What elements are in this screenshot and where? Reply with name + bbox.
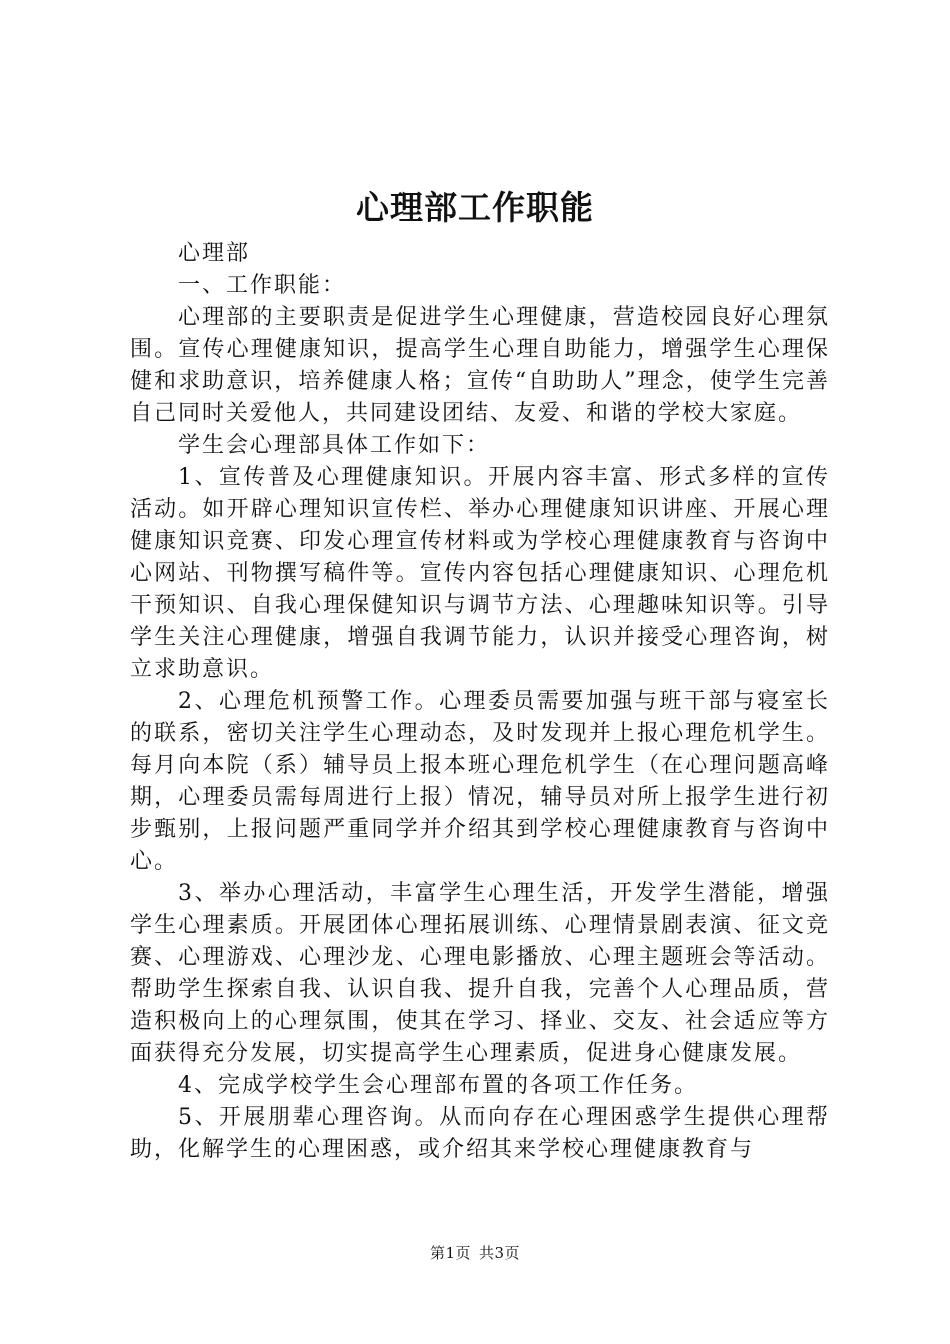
subsection-heading: 一、工作职能： bbox=[178, 273, 347, 298]
paragraph: 1、宣传普及心理健康知识。开展内容丰富、形式多样的宣传活动。如开辟心理知识宣传栏、举办心理健康知识讲座、开展心理健康知识竞赛、印发心理宣传材料或为学校心理健康教育与咨询中心网站、刊物撰写稿件等。宣传内容包括心理健康知识、心理危机干预知识、自我心理保健知识与调节方法、心理趣味知识等。引导学生关注心理健康，增强自我调节能力，认识并接受心理咨询，树立求助意识。 bbox=[130, 465, 830, 682]
paragraph: 3、举办心理活动，丰富学生心理生活，开发学生潜能，增强学生心理素质。开展团体心理拓展训练、心理情景剧表演、征文竞赛、心理游戏、心理沙龙、心理电影播放、心理主题班会等活动。帮助学生探索自我、认识自我、提升自我，完善个人心理品质，营造积极向上的心理氛围，使其在学习、择业、交友、社会适应等方面获得充分发展，切实提高学生心理素质，促进身心健康发展。 bbox=[130, 881, 830, 1066]
document-title: 心理部工作职能 bbox=[356, 188, 594, 227]
page-footer bbox=[0, 1243, 950, 1263]
paragraph: 4、完成学校学生会心理部布置的各项工作任务。 bbox=[178, 1073, 698, 1098]
paragraph: 心理部的主要职责是促进学生心理健康，营造校园良好心理氛围。宣传心理健康知识，提高学生心理自助能力，增强学生心理保健和求助意识，培养健康人格；宣传“自助助人”理念，使学生完善自己同时关爱他人，共同建设团结、友爱、和谐的学校大家庭。 bbox=[130, 305, 830, 426]
document-body bbox=[130, 238, 830, 1166]
paragraph: 2、心理危机预警工作。心理委员需要加强与班干部与寝室长的联系，密切关注学生心理动态，及时发现并上报心理危机学生。每月向本院（系）辅导员上报本班心理危机学生（在心理问题高峰期，心理委员需每周进行上报）情况，辅导员对所上报学生进行初步甄别，上报问题严重同学并介绍其到学校心理健康教育与咨询中心。 bbox=[130, 689, 830, 874]
page-number: 第1页 bbox=[429, 1244, 471, 1262]
section-heading: 心理部 bbox=[178, 241, 251, 266]
page-total: 共3页 bbox=[479, 1244, 521, 1262]
paragraph: 学生会心理部具体工作如下： bbox=[178, 433, 491, 458]
paragraph: 5、开展朋辈心理咨询。从而向存在心理困惑学生提供心理帮助，化解学生的心理困惑，或介绍其来学校心理健康教育与 bbox=[130, 1105, 830, 1162]
